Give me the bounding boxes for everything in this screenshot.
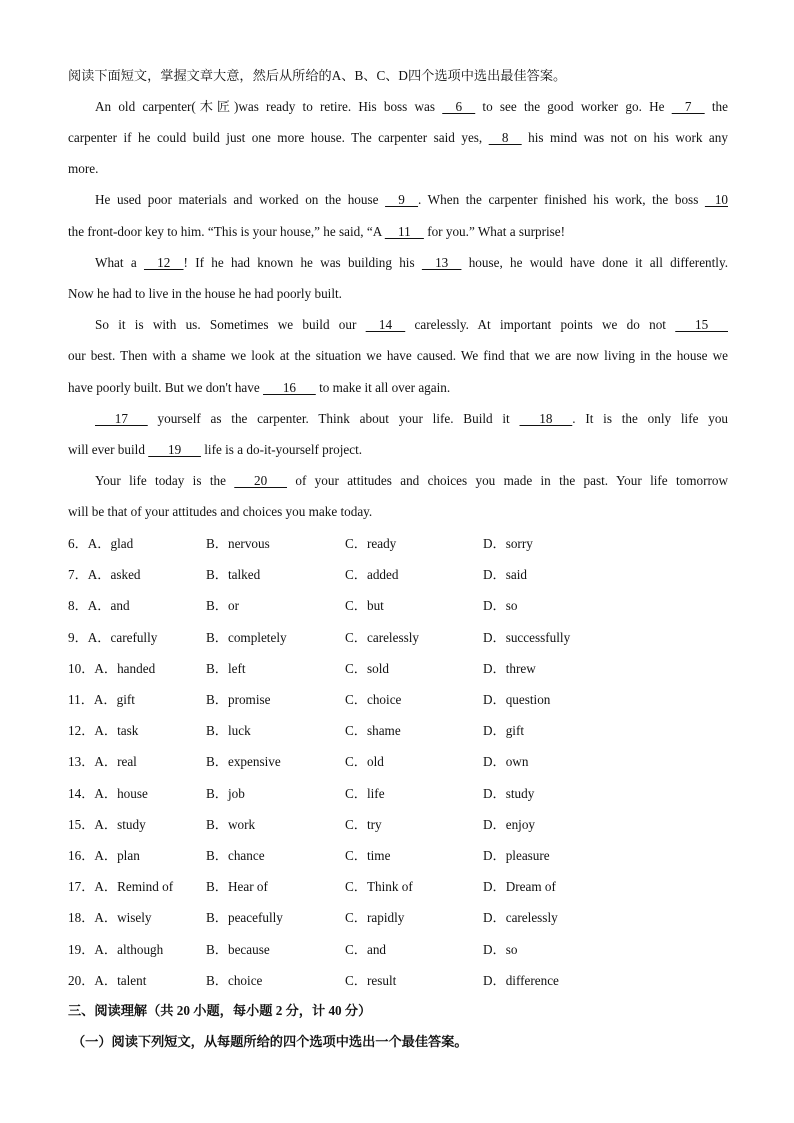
option-b [206,723,251,739]
blank-16: 16 [263,380,316,395]
blank-17: 17 [95,411,148,426]
option-c [345,692,401,708]
option-row [68,973,728,989]
option-text: C．added [345,567,399,583]
section-subheading: （一）阅读下列短文，从每题所给的四个选项中选出一个最佳答案。 [72,1034,468,1049]
passage-line: Your life today is the 20 of your attitudes and choices you made in the past. Your life tomorrow [95,473,728,488]
option-text: B．job [206,785,245,801]
instruction: 阅读下面短文，掌握文章大意，然后从所给的A、B、C、D四个选项中选出最佳答案。 [68,68,567,83]
option-text: A．glad [87,536,134,551]
passage-line: more. [68,161,99,176]
option-text: D．question [483,692,551,707]
option-row [68,630,728,646]
option-text: C．old [345,754,384,770]
option-text: D．so [483,941,518,957]
option-text: D．Dream of [483,879,556,895]
option-text: B．promise [206,692,271,707]
option-text: D．successfully [483,629,571,645]
option-b [206,817,255,833]
blank-14: 14 [365,317,406,332]
option-text: B．choice [206,972,263,988]
question-number: 11． [68,692,94,707]
option-d [483,723,524,739]
option-text: B．luck [206,723,251,739]
blank-13: 13 [421,255,462,270]
option-text: B．left [206,660,246,676]
option-a [68,661,155,677]
option-c [345,786,385,802]
question-number: 6． [68,536,88,551]
blank-10: 10 [704,192,728,207]
option-a [68,630,157,646]
option-b [206,692,270,708]
option-d [483,536,533,552]
option-d [483,630,570,646]
option-text: C．sold [345,660,389,676]
option-row [68,879,728,895]
option-a [68,910,152,926]
option-d [483,973,559,989]
question-number: 19． [68,941,95,957]
blank-11: 11 [384,224,424,239]
question-number: 18． [68,910,95,926]
question-number: 20． [68,972,95,988]
option-text: B．completely [206,629,287,645]
option-b [206,598,239,614]
option-c [345,848,390,864]
option-a [68,942,163,958]
option-c [345,910,404,926]
option-a [68,692,135,708]
question-number: 9． [68,629,88,645]
passage-line: have poorly built. But we don't have 16 to make it all over again. [68,380,451,395]
option-text: A．house [94,785,148,801]
option-b [206,536,270,552]
option-row [68,817,728,833]
option-c [345,879,413,895]
option-c [345,567,398,583]
option-b [206,879,268,895]
question-number: 7． [68,567,88,583]
question-number: 12． [68,723,95,739]
passage-line: the front-door key to him. “This is your house,” he said, “A 11 for you.” What a surprise! [68,224,565,239]
question-number: 15． [68,816,95,832]
option-b [206,910,283,926]
option-row [68,910,728,926]
option-c [345,942,386,958]
option-d [483,754,528,770]
question-number: 13． [68,754,95,770]
question-number: 14． [68,785,95,801]
option-text: C．choice [345,692,402,707]
option-text: D．enjoy [483,816,536,832]
option-text: A．handed [94,660,156,676]
option-text: A．although [94,941,164,957]
option-c [345,536,396,552]
option-text: A．and [87,598,130,614]
passage-line: 17 yourself as the carpenter. Think about your life. Build it 18 . It is the only life you [95,411,729,426]
option-d [483,692,550,708]
passage-line: What a 12 ! If he had known he was building his 13 house, he would have done it all differently. [95,255,729,270]
option-c [345,661,389,677]
option-a [68,817,146,833]
option-d [483,848,550,864]
option-row [68,754,728,770]
question-number: 17． [68,879,95,895]
option-text: B．nervous [206,536,270,551]
option-text: A．wisely [94,910,152,926]
option-text: C．ready [345,536,397,551]
option-text: D．threw [483,660,536,676]
option-a [68,536,133,552]
option-text: D．sorry [483,536,533,551]
question-number: 8． [68,598,88,614]
option-text: B．Hear of [206,879,268,895]
option-b [206,661,246,677]
option-text: B．peacefully [206,910,283,926]
option-text: B．because [206,941,270,957]
option-b [206,973,262,989]
section-heading: 三、阅读理解（共 20 小题，每小题 2 分，计 40 分） [68,1003,372,1018]
option-b [206,786,245,802]
option-a [68,879,173,895]
option-text: C．shame [345,723,401,739]
option-text: B．chance [206,848,265,863]
option-row [68,536,728,552]
option-row [68,661,728,677]
option-row [68,942,728,958]
option-d [483,910,558,926]
option-text: D．pleasure [483,848,550,863]
option-text: A．study [94,816,146,832]
option-a [68,848,140,864]
option-row [68,692,728,708]
option-a [68,786,148,802]
question-number: 10． [68,660,95,676]
option-text: D．so [483,598,518,614]
option-a [68,598,130,614]
option-c [345,630,419,646]
passage-line: He used poor materials and worked on the house 9 . When the carpenter finished his work, the boss 10 [95,192,728,207]
option-d [483,598,517,614]
option-text: A．real [94,754,137,770]
option-d [483,786,534,802]
blank-20: 20 [234,473,288,488]
blank-15: 15 [675,317,728,332]
passage-line: our best. Then with a shame we look at the situation we have caused. We find that we are now living in the house we [68,348,728,363]
option-text: C．life [345,785,385,801]
option-row [68,786,728,802]
option-text: C．rapidly [345,910,405,926]
option-text: B．work [206,816,256,832]
option-text: D．own [483,754,529,770]
option-text: D．said [483,567,527,583]
option-text: D．study [483,785,535,801]
option-d [483,817,535,833]
option-text: A．gift [93,692,135,707]
option-row [68,723,728,739]
option-d [483,661,536,677]
option-text: B．or [206,598,239,614]
blank-18: 18 [519,411,573,426]
option-c [345,598,384,614]
passage-line: An old carpenter(木匠)was ready to retire. His boss was 6 to see the good worker go. He 7 the [95,99,728,114]
blank-9: 9 [385,192,419,207]
option-text: C．and [345,941,387,957]
option-c [345,973,396,989]
option-b [206,754,281,770]
option-d [483,942,517,958]
option-b [206,848,265,864]
option-b [206,567,260,583]
option-text: D．carelessly [483,910,558,926]
option-row [68,598,728,614]
option-text: C．but [345,598,384,614]
option-row [68,567,728,583]
option-text: A．Remind of [94,879,174,895]
option-text: A．plan [94,848,140,863]
passage-line: will ever build 19 life is a do-it-yourself project. [68,442,363,457]
option-text: A．task [94,723,139,739]
option-text: C．result [345,972,397,988]
question-number: 16． [68,848,95,863]
option-text: C．Think of [345,879,413,895]
blank-6: 6 [442,99,476,114]
option-text: C．carelessly [345,629,419,645]
passage-line: So it is with us. Sometimes we build our 14 carelessly. At important points we do not 15 [95,317,728,332]
option-b [206,942,270,958]
option-text: C．time [345,848,391,863]
option-c [345,723,401,739]
option-text: A．talent [94,972,147,988]
blank-8: 8 [488,130,522,145]
option-text: D．gift [483,723,525,739]
passage-line: carpenter if he could build just one more house. The carpenter said yes, 8 his mind was not on his work any [68,130,728,145]
option-text: B．talked [206,567,261,583]
option-c [345,817,382,833]
passage-line: will be that of your attitudes and choices you make today. [68,504,373,519]
option-text: C．try [345,816,382,832]
passage-line: Now he had to live in the house he had poorly built. [68,286,342,301]
option-a [68,567,141,583]
option-a [68,973,146,989]
option-c [345,754,384,770]
option-a [68,754,137,770]
blank-7: 7 [671,99,705,114]
option-text: A．asked [87,567,141,583]
blank-12: 12 [143,255,184,270]
option-text: D．difference [483,972,559,988]
blank-19: 19 [148,442,201,457]
option-a [68,723,138,739]
option-d [483,567,527,583]
option-text: A．carefully [87,629,158,645]
option-d [483,879,556,895]
option-row [68,848,728,864]
option-b [206,630,287,646]
option-text: B．expensive [206,754,281,770]
